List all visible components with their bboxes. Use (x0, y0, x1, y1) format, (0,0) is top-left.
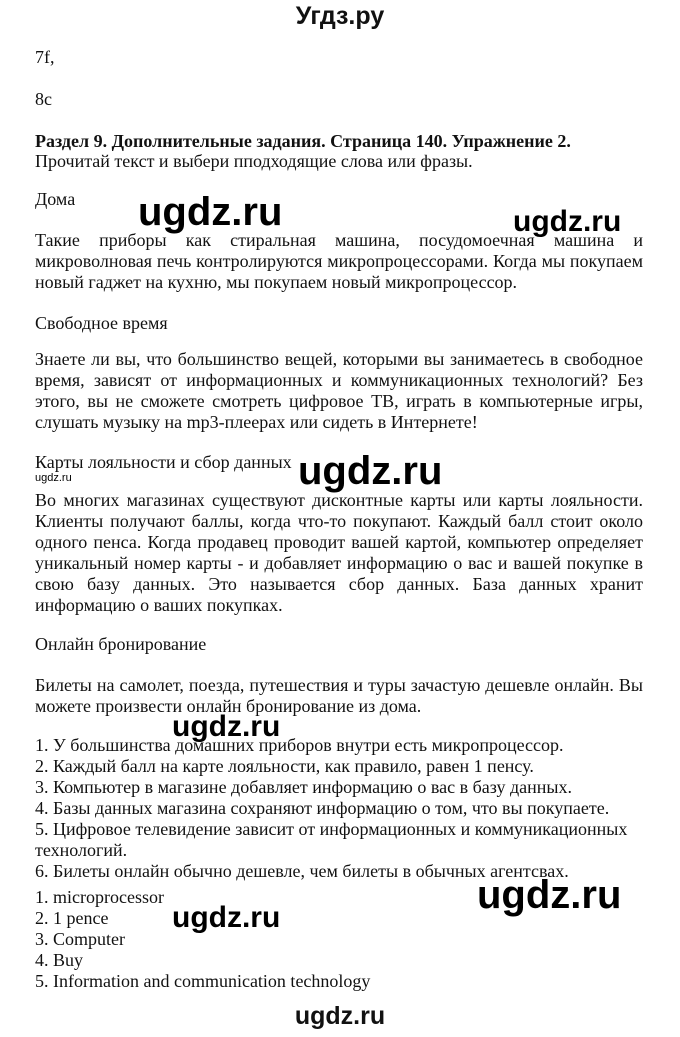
answer-item: 1. microprocessor (35, 887, 164, 907)
paragraph-body-home: Такие приборы как стиральная машина, посудомоечная машина и микроволновая печь контролируются микропроцессорами. Когда мы покупаем новый гаджет на кухню, мы покупаем новый микропроцессор. (35, 230, 643, 292)
statement-item: 1. У большинства домашних приборов внутри есть микропроцессор. (35, 735, 564, 755)
statement-item: 2. Каждый балл на карте лояльности, как правило, равен 1 пенсу. (35, 756, 534, 776)
section-heading: Раздел 9. Дополнительные задания. Страница 140. Упражнение 2. (35, 131, 571, 151)
answer-top-2: 8c (35, 89, 52, 109)
site-title: Угдз.ру (295, 2, 385, 30)
statement-item: 6. Билеты онлайн обычно дешевле, чем билеты в обычных агентсвах. (35, 861, 569, 881)
answer-item: 3. Computer (35, 929, 125, 949)
watermark: ugdz.ru (477, 873, 622, 917)
paragraph-title-online: Онлайн бронирование (35, 634, 207, 654)
paragraph-body-free-time: Знаете ли вы, что большинство вещей, которыми вы занимаетесь в свободное время, зависят от информационных и коммуникационных технологий? Без этого, вы не сможете смотреть цифровое ТВ, играть в компьютерные игры, слушать музыку на mp3-плеерах или сидеть в Интернете! (35, 349, 643, 432)
paragraph-body-loyalty: Во многих магазинах существуют дисконтные карты или карты лояльности. Клиенты получают баллы, когда что-то покупают. Каждый балл стоит около одного пенса. Когда продавец проводит вашей картой, компьютер определяет уникальный номер карты - и добавляет информацию о вас и вашей покупке в свою базу данных. Это называется сбор данных. База данных хранит информацию о ваших покупках. (35, 490, 643, 615)
answer-top-1: 7f, (35, 47, 55, 67)
answer-item: 2. 1 pence (35, 908, 109, 928)
paragraph-title-loyalty: Карты лояльности и сбор данных (35, 452, 292, 472)
statements-list (35, 735, 643, 882)
watermark: ugdz.ru (138, 190, 283, 234)
answer-item: 5. Information and communication technology (35, 971, 371, 991)
paragraph-title-home: Дома (35, 189, 76, 209)
watermark: ugdz.ru (35, 472, 72, 484)
watermark: ugdz.ru (172, 710, 281, 743)
statement-item: 4. Базы данных магазина сохраняют информацию о том, что вы покупаете. (35, 798, 610, 818)
watermark: ugdz.ru (298, 449, 443, 493)
statement-item: 3. Компьютер в магазине добавляет информацию о вас в базу данных. (35, 777, 572, 797)
paragraph-body-online: Билеты на самолет, поезда, путешествия и туры зачастую дешевле онлайн. Вы можете произвести онлайн бронирование из дома. (35, 675, 643, 716)
paragraph-title-free-time: Свободное время (35, 313, 168, 333)
answer-item: 4. Buy (35, 950, 84, 970)
section-instruction: Прочитай текст и выбери пподходящие слова или фразы. (35, 151, 473, 171)
watermark: ugdz.ru (172, 901, 281, 934)
statement-item: 5. Цифровое телевидение зависит от информационных и коммуникационных технологий. (35, 819, 628, 860)
footer-watermark: ugdz.ru (294, 1002, 386, 1030)
watermark: ugdz.ru (513, 205, 622, 238)
